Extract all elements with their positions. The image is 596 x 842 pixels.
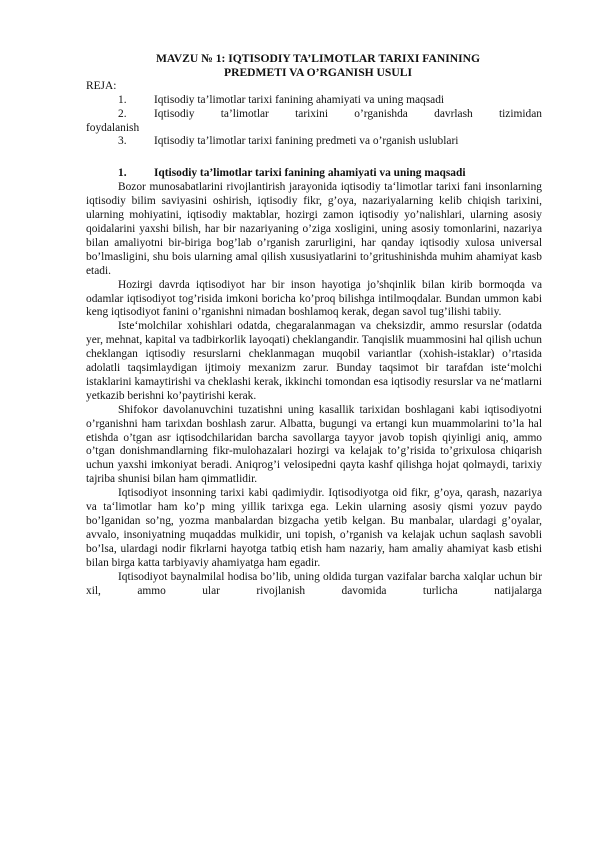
plan-heading: REJA: — [86, 79, 117, 92]
section-number: 1. — [118, 167, 127, 180]
plan-item-continuation: foydalanish — [86, 121, 140, 134]
plan-item-2 — [86, 108, 542, 122]
spacer — [86, 149, 542, 167]
paragraph: Iqtisodiyot baynalmilal hodisa bo’lib, uning oldida turgan vazifalar barcha xalqlar uchun bir xil, ammo ular rivojlanish davomida turlicha natijalarga — [86, 570, 542, 597]
plan-item-1 — [86, 94, 542, 108]
plan-item-number: 1. — [118, 93, 127, 106]
section-title: Iqtisodiy ta’limotlar tarixi fanining ahamiyati va uning maqsadi — [154, 167, 466, 180]
paragraph: Bozor munosabatlarini rivojlantirish jarayonida iqtisodiy ta‘limotlar tarixi fani insonlarning iqtisodiy bilim saviyasini oshirish, iqtisodiy fikr, g’oya, nazariyalarning kelib chiqish tarixini, ularning mohiyatini, iqtisodiy maktablar, hozirgi zamon iqtisodiy yo’nalishlari, ularning asosiy qoidalarini yaxshi bilish, har bir nazariyaning o’ziga xosligini, uning asosiy tomonlarini, nazariya bilan amaliyotni bir-biriga bog’lab o’rganish zarurligini, har qanday iqtisodiy xulosa universal bo’lmasligini, shu bois ularning amal qilish xususiyatlarini to’gritushinishda muhim ahamiyat kasb etadi. — [86, 181, 542, 277]
paragraph: Iqtisodiyot insonning tarixi kabi qadimiydir. Iqtisodiyotga oid fikr, g’oya, qarash, nazariya va ta‘limotlar ham ko’p ming yillik tarixga ega. Lekin ularning asosiy qismi yozuv paydo bo’lganidan so’ng, yozma manbalardan bizgacha yetib kelgan. Bu manbalar, ulardagi g’oyalar, avvalo, insoniyatning muqaddas mulkidir, uni topish, o’rganish va kelajak uchun saqlash savobli bo’lsa, ulardagi nodir fikrlarni hayotga tatbiq etish ham nazariy, ham amaliy ahamiyat kasb etishi bilan birga katta tarbiyaviy ahamiyatga ham egadir. — [86, 487, 542, 569]
plan-item-text: Iqtisodiy ta’limotlar tarixini o’rganishda davrlash tizimidan — [154, 107, 542, 120]
section-heading — [86, 167, 542, 181]
document-title-line-1: MAVZU № 1: IQTISODIY TA’LIMOTLAR TARIXI FANINING — [155, 52, 481, 65]
plan-item-number: 3. — [118, 135, 127, 148]
plan-item-text: Iqtisodiy ta’limotlar tarixi fanining ahamiyati va uning maqsadi — [154, 93, 445, 106]
plan-item-3 — [86, 135, 542, 149]
document-page — [86, 52, 542, 598]
document-title-line-2: PREDMETI VA O’RGANISH USULI — [223, 65, 412, 79]
plan-item-text: Iqtisodiy ta’limotlar tarixi fanining predmeti va o’rganish uslublari — [154, 135, 459, 148]
plan-item-number: 2. — [118, 107, 127, 120]
paragraph: Iste‘molchilar xohishlari odatda, chegaralanmagan va cheksizdir, ammo resurslar (odatda yer, mehnat, kapital va tadbirkorlik layoqati) cheklangandir. Tanqislik muammosini hal qilish uchun cheklangan iqtisodiy resurslarni cheklanmagan muqobil variantlar (xohish-istaklar) o’rtasida adolatli taqsimlaydigan ijtimoiy mexanizm zarur. Bunday taqsimot bir tarafdan iste‘molchi istaklarini kamaytirishi va cheklashi kerak, ikkinchi tomondan esa iqtisodiy resurslar va ne‘matlarni yetkazib berishni ko’paytirishi kerak. — [86, 320, 542, 402]
paragraph: Shifokor davolanuvchini tuzatishni uning kasallik tarixidan boshlagani kabi iqtisodiyotni o’rganishni ham tarixdan boshlash zarur. Albatta, bugungi va ertangi kun muammolarini to’la hal etishda o’tgan asr iqtisodchilaridan barcha savollarga tayyor javob topish qiyinligi aniq, ammo o’tgan donishmandlarning fikr-mulohazalari hozirgi va kelajak to’g’risida to’grixulosa chiqarish uchun yaxshi imkoniyat beradi. Aniqrog’i velosipedni qayta kashf qilishga hojat qolmaydi, tarixiy tajriba shunisi bilan ham qimmatlidir. — [86, 403, 542, 486]
paragraph: Hozirgi davrda iqtisodiyot har bir inson hayotiga jo’shqinlik bilan kirib bormoqda va odamlar iqtisodiyot tog’risida imkoni boricha ko’proq bilishga intilmoqdalar. Bundan ummon kabi keng iqtisodiyot fanini o’rganishni nimadan boshlamoq kerak, degan savol tug’ilishi tabiiy. — [86, 278, 542, 319]
